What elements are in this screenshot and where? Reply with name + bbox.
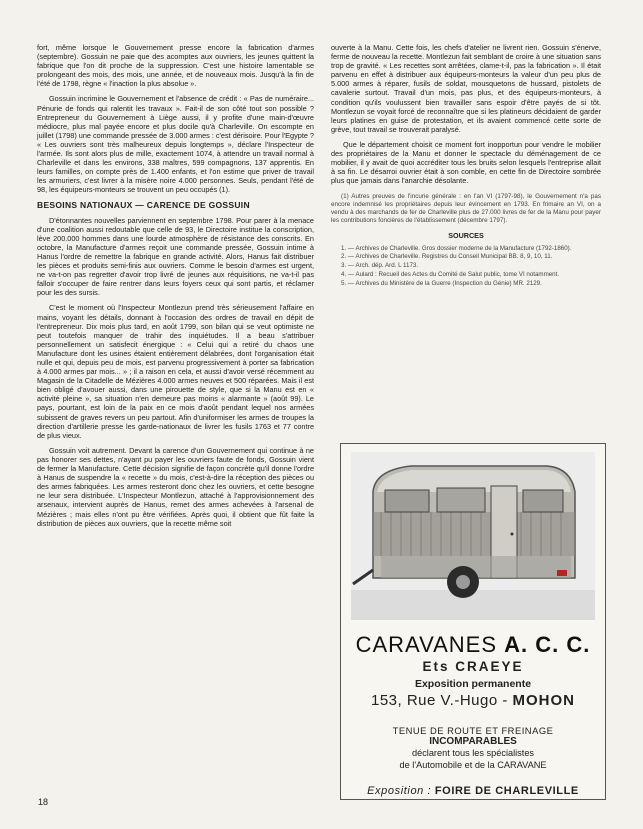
source-item: 4. — Aulard : Recueil des Actes du Comité de Salut public, tome VI notamment. xyxy=(341,270,560,278)
footnote-text: (1) Autres preuves de l'incurie générale : en l'an VI (1797-98), le Gouvernement n'a pas encore indemnisé les propriétaires depuis leur évincement en 1793. En frimaire an VI, on a vendu à des marchands de fer de Charleville plus de 27.000 livres de fer de la Manu pour payer les contributions foncières de l'établissement (décembre 1797). xyxy=(331,193,601,225)
page-number: 18 xyxy=(38,797,49,807)
ad-title-main: CARAVANES xyxy=(355,632,498,657)
ad-brand: A. C. C. xyxy=(504,632,591,657)
ad-title xyxy=(341,632,605,658)
left-column xyxy=(37,43,314,534)
ad-tagline: déclarent tous les spécialistes xyxy=(411,748,535,758)
ad-address xyxy=(341,692,605,709)
section-heading: BESOINS NATIONAUX — CARENCE DE GOSSUIN xyxy=(37,199,250,210)
ad-tagline: TENUE DE ROUTE ET FREINAGE xyxy=(392,725,554,736)
ad-foire-label: Exposition : xyxy=(367,785,432,797)
sources-heading: SOURCES xyxy=(448,231,484,241)
ad-tagline: de l'Automobile et de la CARAVANE xyxy=(399,760,547,770)
sources-list xyxy=(331,245,601,288)
paragraph: Que le département choisit ce moment fort inopportun pour vendre le mobilier des propriétaires de la Manu et donner le spectacle du déménagement de ce mobilier, il y avait de quoi accréditer tous les bruits selon lesquels l'entreprise allait à sa fin. Le désarroi ouvrier était à son comble, en cette fin de Directoire sombrée plus que jamais dans l'anarchie désolante. xyxy=(331,139,601,186)
ad-city: MOHON xyxy=(512,692,576,709)
caravan-illustration xyxy=(351,452,595,620)
paragraph: C'est le moment où l'Inspecteur Montlezun prend très sérieusement l'affaire en mains, voyant les détails, donnant à l'occasion des ordres de travail en dépit de l'entrepreneur. Dix mois plus tard, en août 1799, son bilan qui se veut optimiste ne peut toutefois manquer de trahir des inquiétudes. Il a beau s'attribuer personnellement un satisfecit énergique : « Celui qui a retiré du chaos une Manufacture dont les usines étaient entièrement délabrées, dont l'organisation était nulle et qui, depuis peu de mois, est parvenu progressivement à porter sa fabrication à 4.000 armes par mois... » ; il a raison en cela, et aussi d'avoir versé récemment au Magasin de la Citadelle de Mézières 4.000 armes neuves et 500 réparées. Mais il est bien obligé d'avouer aussi, dans une pirouette de style, que si la Manu est en « activité pleine », sa situation n'en demeure pas moins « alarmante » (août 99). Le pays, pourtant, est loin de la paix en ce mois d'août pendant lequel nos armées subissent de graves revers un peu partout. Afin d'uniformiser les armes de troupes la direction d'artillerie presse les garde-nationaux de livrer les fusils 1763 et 77 contre de plus vieux. xyxy=(37,303,314,440)
paragraph: fort, même lorsque le Gouvernement presse encore la fabrication d'armes (septembre). Gossuin ne paie que des acomptes aux ouvriers, les jeunes quittent la fabrique que l'on dit proche de la suppression. C'est une histoire lamentable se prolongeant des mois, des mois, une année, et de nouveaux mois. Jusqu'à la fin de l'été de 1798, règne « l'inaction la plus absolue ». xyxy=(37,43,314,89)
caravan-advertisement xyxy=(340,443,606,800)
footnote xyxy=(331,193,601,225)
source-item: 5. — Archives du Ministère de la Guerre (Inspection du Génie) MR. 2129. xyxy=(341,279,542,287)
ad-tagline-bold: INCOMPARABLES xyxy=(429,736,517,747)
source-item: 2. — Archives de Charleville. Registres du Conseil Municipal BB. 8, 9, 10, 11. xyxy=(341,253,553,261)
paragraph: D'étonnantes nouvelles parviennent en septembre 1798. Pour parer à la menace d'une coalition aussi redoutable que celle de 93, le Directoire institue la conscription, lève 200.000 hommes dans une lourde atmosphère de résistance des conscrits. En octobre, la Manufacture d'armes reçoit une commande pressée, Gossuin intime à Hanus l'ordre de remettre la fabrique en grande activité. Alors, Hanus fait distribuer les pièces et produits semi-finis aux ouvriers. Comme le besoin d'armes est urgent, ne va-t-on pas regretter d'avoir trop livré de jeunes aux réquisitions, ne va-t-il pas falloir s'occuper de faire rentrer dans leurs foyers ceux qui sont partis, et réclamer pour les des sursis. xyxy=(37,215,314,298)
caravan-photo xyxy=(351,452,595,620)
ad-company: Ets CRAEYE xyxy=(422,659,524,674)
paragraph: Gossuin voit autrement. Devant la carence d'un Gouvernement qui continue à ne pas honorer ses dettes, n'ayant pu payer les ouvriers faute de fonds, Gossuin vient de fermer la Manufacture. Cette décision signifie de façon concrète qu'il donne l'ordre à Hanus de suspendre la « recette » du mois, c'est-à-dire la réception des pièces ou des armes fabriquées. Les armes resteront donc chez les ouvriers, et cette besogne ne leur sera distribuée. L'Inspecteur Montlezun, attaché à l'approvisionnement des arsenaux, intervient auprès de Hanus, remet des armes achevées à l'arsenal de Mézières ; mais elles n'ont pu être vérifiées. Après quoi, il obtient que fût faite la distribution de pièces aux ouvriers, que la recette même soit xyxy=(37,445,314,528)
ad-foire xyxy=(341,785,605,797)
ad-exposition: Exposition permanente xyxy=(414,678,532,690)
paragraph: Gossuin incrimine le Gouvernement et l'absence de crédit : « Pas de numéraire... Pénurie de fonds qui ralentit les travaux ». Fait-il de son côté tout son possible ? Entrepreneur du Gouvernement à Liège aussi, il y profite d'une main-d'œuvre médiocre, plus mal payée encore et plus docile qu'à Charleville. On escompte en juillet (1798) une commande pressée de 3.000 armes : c'est dérisoire. Pour l'Egypte ? « Les ouvriers sont très malheureux depuis longtemps », déclare l'Inspecteur de l'armée. Ils sont alors plus de mille, exactement 1074, à attendre un travail normal à Charleville et dans les environs, 338 maîtres, 599 compagnons, 137 apprentis. En leurs familles, on compte près de 1.400 enfants, et l'on estime que priver de travail les armuriers, c'est livrer à la misère noire 4.000 personnes. Seuls, pendant l'été de 98, les équipeurs-monteurs se trouvent un peu occupés (1). xyxy=(37,94,314,195)
source-item: 1. — Archives de Charleville. Gros dossier moderne de la Manufacture (1792-1860). xyxy=(341,244,572,252)
right-column xyxy=(331,43,601,288)
paragraph: ouverte à la Manu. Cette fois, les chefs d'atelier ne livrent rien. Gossuin s'énerve, ferme de nouveau la recette. Montlezun fait semblant de croire à une situation sans trop de gravité. « Les recettes sont arrêtées, clame-t-il, pas la fabrication ». Il était parvenu en effet à distribuer aux équipeurs-monteurs la valeur d'un peu plus de 5.000 armes à réparer, fusils de soldat, mousquetons de hussard, pistolets de cavalerie surtout. Travail d'un mois, pas plus, et des équipeurs-monteurs, à condition qu'ils voulussent bien travailler sans espoir d'être payés de si tôt. Montlezun se voyait forcé de reconnaître que si les platineurs décidaient de garder leurs platines en guise de protestation, et ils avaient commencé cette sorte de grève, tout travail se trouverait paralysé. xyxy=(331,43,601,134)
source-item: 3. — Arch. dép. Ard. L 1173. xyxy=(341,262,419,270)
ad-street: 153, Rue V.-Hugo - xyxy=(370,692,508,709)
ad-foire-name: FOIRE DE CHARLEVILLE xyxy=(434,785,579,797)
